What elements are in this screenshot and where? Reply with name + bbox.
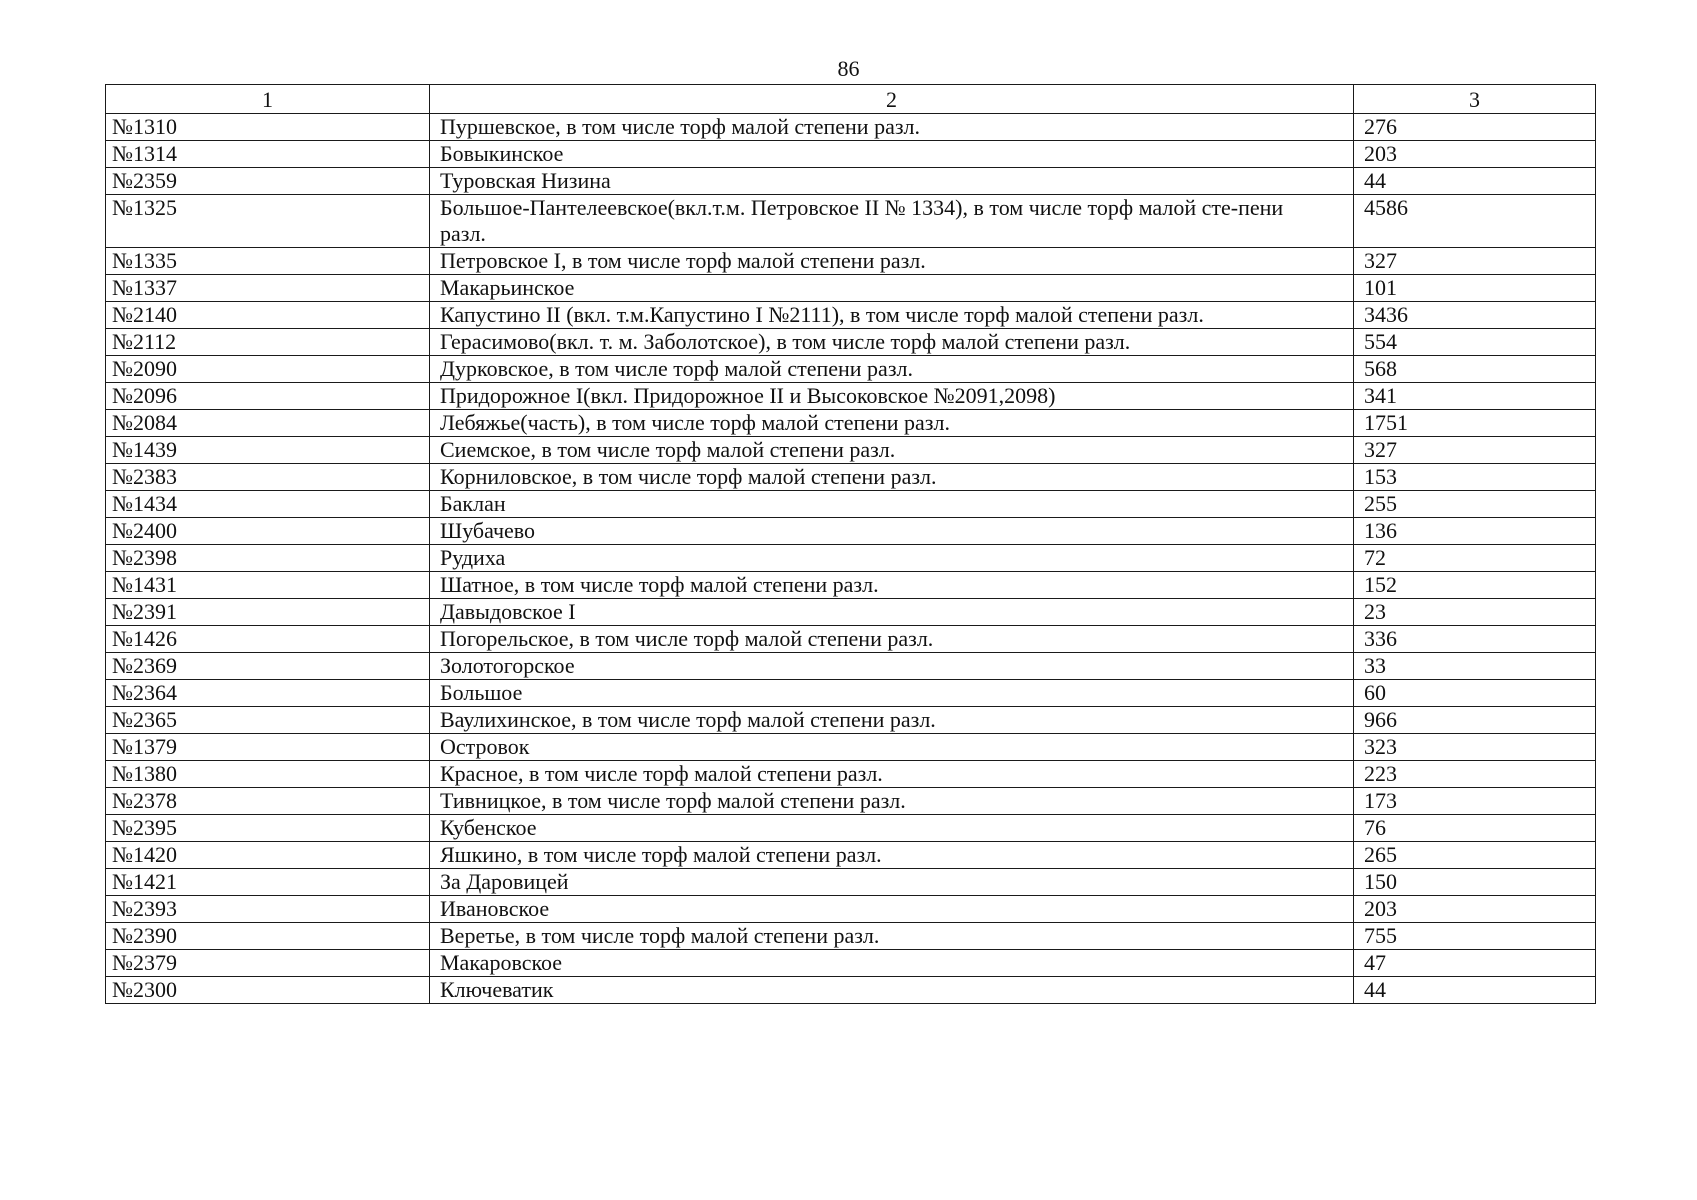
deposit-number-cell: №2140 xyxy=(106,302,430,329)
deposit-value-cell: 341 xyxy=(1354,383,1596,410)
table-row xyxy=(106,195,1596,248)
deposit-name-cell: Баклан xyxy=(430,491,1354,518)
deposit-value-cell: 3436 xyxy=(1354,302,1596,329)
deposit-number-cell: №2400 xyxy=(106,518,430,545)
deposit-value-cell: 44 xyxy=(1354,977,1596,1004)
table-row xyxy=(106,599,1596,626)
deposit-value-cell: 223 xyxy=(1354,761,1596,788)
table-row xyxy=(106,653,1596,680)
deposit-name-cell: Кубенское xyxy=(430,815,1354,842)
deposit-number-cell: №1310 xyxy=(106,114,430,141)
deposit-value-cell: 203 xyxy=(1354,141,1596,168)
deposit-value-cell: 336 xyxy=(1354,626,1596,653)
deposit-name-cell: Погорельское, в том числе торф малой степени разл. xyxy=(430,626,1354,653)
deposit-value-cell: 327 xyxy=(1354,248,1596,275)
deposit-value-cell: 47 xyxy=(1354,950,1596,977)
deposit-value-cell: 327 xyxy=(1354,437,1596,464)
deposit-name-cell: Шатное, в том числе торф малой степени разл. xyxy=(430,572,1354,599)
deposit-name-cell: Макаровское xyxy=(430,950,1354,977)
table-row xyxy=(106,248,1596,275)
table-row xyxy=(106,114,1596,141)
table-row xyxy=(106,168,1596,195)
deposits-table xyxy=(105,84,1596,1004)
deposit-number-cell: №1426 xyxy=(106,626,430,653)
deposit-value-cell: 101 xyxy=(1354,275,1596,302)
deposit-number-cell: №2300 xyxy=(106,977,430,1004)
deposit-value-cell: 1751 xyxy=(1354,410,1596,437)
deposit-value-cell: 265 xyxy=(1354,842,1596,869)
deposit-name-cell: Островок xyxy=(430,734,1354,761)
deposit-name-cell: Красное, в том числе торф малой степени разл. xyxy=(430,761,1354,788)
table-body xyxy=(106,114,1596,1004)
table-row xyxy=(106,572,1596,599)
deposit-value-cell: 152 xyxy=(1354,572,1596,599)
deposit-name-cell: Пуршевское, в том числе торф малой степени разл. xyxy=(430,114,1354,141)
deposit-name-cell: Дурковское, в том числе торф малой степени разл. xyxy=(430,356,1354,383)
deposit-number-cell: №2365 xyxy=(106,707,430,734)
table-row xyxy=(106,545,1596,572)
table-row xyxy=(106,383,1596,410)
deposit-number-cell: №1420 xyxy=(106,842,430,869)
deposit-number-cell: №2378 xyxy=(106,788,430,815)
deposit-value-cell: 255 xyxy=(1354,491,1596,518)
deposit-number-cell: №2359 xyxy=(106,168,430,195)
table-row xyxy=(106,141,1596,168)
deposit-name-cell: Лебяжье(часть), в том числе торф малой степени разл. xyxy=(430,410,1354,437)
deposit-name-cell: Шубачево xyxy=(430,518,1354,545)
deposit-number-cell: №1439 xyxy=(106,437,430,464)
deposit-number-cell: №2391 xyxy=(106,599,430,626)
deposit-number-cell: №2395 xyxy=(106,815,430,842)
deposit-name-cell: Сиемское, в том числе торф малой степени разл. xyxy=(430,437,1354,464)
deposit-value-cell: 203 xyxy=(1354,896,1596,923)
deposit-number-cell: №2369 xyxy=(106,653,430,680)
deposit-value-cell: 755 xyxy=(1354,923,1596,950)
deposit-value-cell: 554 xyxy=(1354,329,1596,356)
deposit-name-cell: Рудиха xyxy=(430,545,1354,572)
deposit-name-cell: Большое xyxy=(430,680,1354,707)
deposit-name-cell: Ваулихинское, в том числе торф малой степени разл. xyxy=(430,707,1354,734)
table-row xyxy=(106,518,1596,545)
table-row xyxy=(106,410,1596,437)
deposit-value-cell: 276 xyxy=(1354,114,1596,141)
deposit-name-cell: Большое-Пантелеевское(вкл.т.м. Петровское II № 1334), в том числе торф малой сте-пени разл. xyxy=(430,195,1354,248)
deposit-name-cell: Веретье, в том числе торф малой степени разл. xyxy=(430,923,1354,950)
table-row xyxy=(106,356,1596,383)
deposit-number-cell: №1380 xyxy=(106,761,430,788)
deposit-number-cell: №2379 xyxy=(106,950,430,977)
deposit-value-cell: 153 xyxy=(1354,464,1596,491)
table-row xyxy=(106,707,1596,734)
table-header-row xyxy=(106,85,1596,114)
deposit-name-cell: Бовыкинское xyxy=(430,141,1354,168)
table-row xyxy=(106,815,1596,842)
table-row xyxy=(106,923,1596,950)
deposit-name-cell: Золотогорское xyxy=(430,653,1354,680)
deposit-value-cell: 23 xyxy=(1354,599,1596,626)
deposit-name-cell: Капустино II (вкл. т.м.Капустино I №2111), в том числе торф малой степени разл. xyxy=(430,302,1354,329)
deposit-number-cell: №2390 xyxy=(106,923,430,950)
deposit-value-cell: 966 xyxy=(1354,707,1596,734)
table-row xyxy=(106,680,1596,707)
deposit-name-cell: Ключеватик xyxy=(430,977,1354,1004)
deposit-number-cell: №2096 xyxy=(106,383,430,410)
column-header-name: 2 xyxy=(430,85,1354,114)
deposit-number-cell: №1431 xyxy=(106,572,430,599)
deposit-name-cell: Ивановское xyxy=(430,896,1354,923)
deposit-number-cell: №2364 xyxy=(106,680,430,707)
deposit-number-cell: №2383 xyxy=(106,464,430,491)
table-row xyxy=(106,977,1596,1004)
deposit-number-cell: №1337 xyxy=(106,275,430,302)
table-row xyxy=(106,734,1596,761)
deposit-value-cell: 150 xyxy=(1354,869,1596,896)
deposit-name-cell: Туровская Низина xyxy=(430,168,1354,195)
table-row xyxy=(106,275,1596,302)
column-header-number: 1 xyxy=(106,85,430,114)
deposit-number-cell: №2084 xyxy=(106,410,430,437)
deposit-name-cell: Петровское I, в том числе торф малой степени разл. xyxy=(430,248,1354,275)
table-row xyxy=(106,464,1596,491)
deposit-name-cell: За Даровицей xyxy=(430,869,1354,896)
deposit-number-cell: №1434 xyxy=(106,491,430,518)
deposit-value-cell: 60 xyxy=(1354,680,1596,707)
table-row xyxy=(106,842,1596,869)
deposit-number-cell: №2393 xyxy=(106,896,430,923)
deposit-number-cell: №2112 xyxy=(106,329,430,356)
deposit-name-cell: Макарьинское xyxy=(430,275,1354,302)
table-row xyxy=(106,896,1596,923)
deposit-name-cell: Придорожное I(вкл. Придорожное II и Высоковское №2091,2098) xyxy=(430,383,1354,410)
deposit-name-cell: Давыдовское I xyxy=(430,599,1354,626)
deposit-number-cell: №2398 xyxy=(106,545,430,572)
deposit-number-cell: №1325 xyxy=(106,195,430,248)
deposit-value-cell: 72 xyxy=(1354,545,1596,572)
table-row xyxy=(106,329,1596,356)
table-row xyxy=(106,626,1596,653)
table-row xyxy=(106,869,1596,896)
deposit-number-cell: №1379 xyxy=(106,734,430,761)
deposit-number-cell: №1421 xyxy=(106,869,430,896)
deposit-value-cell: 136 xyxy=(1354,518,1596,545)
column-header-value: 3 xyxy=(1354,85,1596,114)
table-row xyxy=(106,788,1596,815)
deposit-number-cell: №1335 xyxy=(106,248,430,275)
page-number-text: 86 xyxy=(837,56,860,81)
page-number xyxy=(0,56,1697,82)
deposit-name-cell: Герасимово(вкл. т. м. Заболотское), в том числе торф малой степени разл. xyxy=(430,329,1354,356)
deposit-number-cell: №2090 xyxy=(106,356,430,383)
deposit-value-cell: 323 xyxy=(1354,734,1596,761)
table-row xyxy=(106,491,1596,518)
table-row xyxy=(106,950,1596,977)
table-row xyxy=(106,302,1596,329)
table-row xyxy=(106,761,1596,788)
deposit-name-cell: Тивницкое, в том числе торф малой степени разл. xyxy=(430,788,1354,815)
deposit-value-cell: 4586 xyxy=(1354,195,1596,248)
deposit-value-cell: 568 xyxy=(1354,356,1596,383)
deposit-name-cell: Корниловское, в том числе торф малой степени разл. xyxy=(430,464,1354,491)
table-row xyxy=(106,437,1596,464)
deposit-name-cell: Яшкино, в том числе торф малой степени разл. xyxy=(430,842,1354,869)
deposit-value-cell: 44 xyxy=(1354,168,1596,195)
deposit-value-cell: 76 xyxy=(1354,815,1596,842)
deposit-value-cell: 33 xyxy=(1354,653,1596,680)
deposit-number-cell: №1314 xyxy=(106,141,430,168)
deposit-value-cell: 173 xyxy=(1354,788,1596,815)
